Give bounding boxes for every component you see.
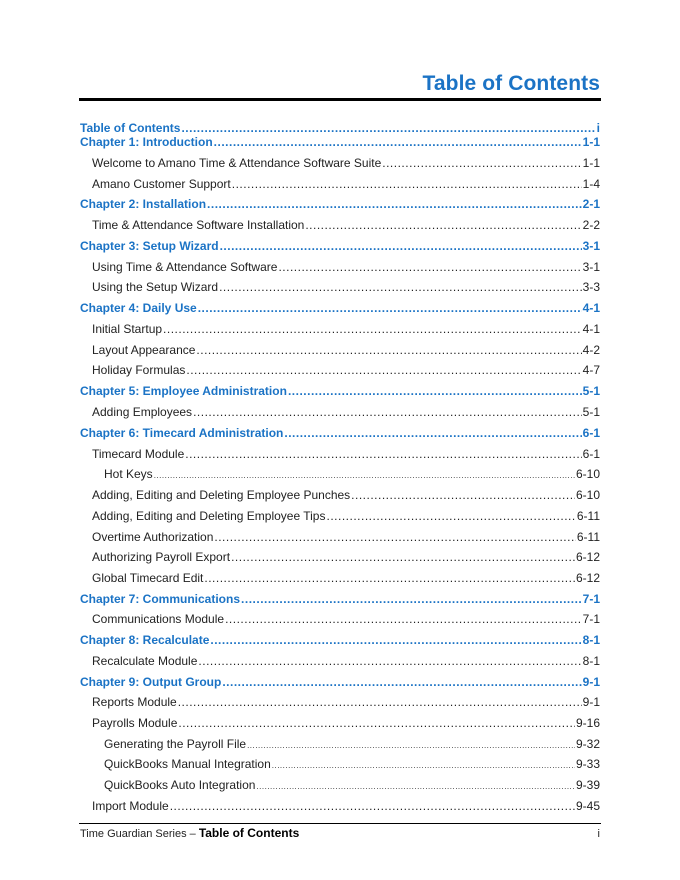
toc-entry[interactable]: [80, 692, 600, 712]
toc-dot-leader: [154, 466, 575, 486]
toc-entry[interactable]: [80, 734, 600, 754]
toc-dot-leader: [219, 277, 582, 297]
toc-dot-leader: [222, 672, 581, 692]
toc-entry-title: Chapter 5: Employee Administration: [80, 384, 287, 398]
toc-entry-page: 8-1: [582, 633, 600, 647]
toc-entry-page: 5-1: [582, 384, 600, 398]
toc-entry[interactable]: [80, 547, 600, 567]
toc-dot-leader: [351, 485, 575, 505]
toc-dot-leader: [272, 756, 575, 776]
toc-entry[interactable]: [80, 754, 600, 774]
toc-entry[interactable]: [80, 257, 600, 277]
toc-entry-title: Adding, Editing and Deleting Employee Punches: [92, 488, 351, 502]
toc-entry-page: 7-1: [582, 592, 600, 606]
toc-dot-leader: [247, 736, 575, 756]
toc-entry-page: 4-1: [582, 301, 600, 315]
toc-entry[interactable]: [80, 568, 600, 588]
toc-dot-leader: [196, 340, 581, 360]
toc-entry[interactable]: [80, 381, 600, 401]
toc-entry-title: Amano Customer Support: [92, 177, 231, 191]
toc-entry-page: 9-32: [575, 737, 600, 751]
toc-entry-title: Chapter 9: Output Group: [80, 675, 222, 689]
page-title: Table of Contents: [422, 72, 600, 95]
toc-entry-title: Hot Keys: [104, 467, 153, 481]
toc-entry-title: Global Timecard Edit: [92, 571, 204, 585]
toc-entry-title: Payrolls Module: [92, 716, 178, 730]
toc-entry-page: 4-1: [582, 322, 600, 336]
toc-entry[interactable]: [80, 589, 600, 609]
toc-dot-leader: [278, 257, 581, 277]
toc-entry-title: Reports Module: [92, 695, 177, 709]
toc-entry[interactable]: [80, 506, 600, 526]
toc-entry-page: 3-3: [582, 280, 600, 294]
toc-dot-leader: [198, 298, 582, 318]
toc-entry-page: 3-1: [582, 239, 600, 253]
toc-entry[interactable]: [80, 527, 600, 547]
toc-entry[interactable]: [80, 444, 600, 464]
footer-series: Time Guardian Series –: [80, 828, 199, 840]
toc-entry[interactable]: [80, 319, 600, 339]
toc-entry-page: 6-12: [575, 571, 600, 585]
toc-entry-page: 9-1: [582, 695, 600, 709]
toc-entry-page: 9-16: [575, 716, 600, 730]
toc-entry[interactable]: [80, 651, 600, 671]
toc-entry[interactable]: [80, 132, 600, 152]
toc-dot-leader: [326, 506, 575, 526]
toc-dot-leader: [185, 444, 581, 464]
toc-dot-leader: [241, 589, 582, 609]
toc-dot-leader: [382, 153, 581, 173]
toc-entry-page: 1-1: [582, 135, 600, 149]
toc-dot-leader: [225, 609, 582, 629]
toc-entry-title: Welcome to Amano Time & Attendance Software Suite: [92, 156, 382, 170]
toc-dot-leader: [178, 692, 582, 712]
toc-entry-page: 9-45: [575, 799, 600, 813]
toc-entry-title: Chapter 3: Setup Wizard: [80, 239, 219, 253]
toc-entry-page: 8-1: [582, 654, 600, 668]
toc-dot-leader: [256, 777, 575, 797]
toc-entry-page: 6-1: [582, 426, 600, 440]
toc-entry-page: 4-7: [582, 363, 600, 377]
toc-entry-title: Time & Attendance Software Installation: [92, 218, 305, 232]
footer-title: [80, 826, 299, 840]
toc-entry-page: 3-1: [582, 260, 600, 274]
toc-dot-leader: [305, 215, 581, 235]
toc-entry[interactable]: [80, 672, 600, 692]
toc-entry-page: 6-11: [576, 509, 600, 523]
toc-entry[interactable]: [80, 298, 600, 318]
toc-entry-title: Adding, Editing and Deleting Employee Tips: [92, 509, 326, 523]
toc-entry-title: Import Module: [92, 799, 169, 813]
toc-dot-leader: [220, 236, 582, 256]
toc-dot-leader: [210, 630, 581, 650]
toc-entry-title: Authorizing Payroll Export: [92, 550, 231, 564]
toc-entry-page: 9-39: [575, 778, 600, 792]
toc-entry-page: 5-1: [582, 405, 600, 419]
toc-entry-title: QuickBooks Manual Integration: [104, 757, 271, 771]
toc-entry[interactable]: [80, 485, 600, 505]
toc-entry[interactable]: [80, 402, 600, 422]
toc-entry-page: 2-2: [582, 218, 600, 232]
toc-entry-page: 7-1: [582, 612, 600, 626]
toc-entry-title: Communications Module: [92, 612, 225, 626]
toc-entry[interactable]: [80, 153, 600, 173]
toc-entry-title: Chapter 1: Introduction: [80, 135, 213, 149]
toc-entry[interactable]: [80, 423, 600, 443]
toc-entry[interactable]: [80, 609, 600, 629]
toc-entry-page: 4-2: [582, 343, 600, 357]
toc-entry[interactable]: [80, 360, 600, 380]
toc-entry-title: Adding Employees: [92, 405, 193, 419]
toc-entry-page: 1-4: [582, 177, 600, 191]
toc-dot-leader: [178, 713, 575, 733]
toc-entry-title: Table of Contents: [80, 121, 181, 135]
toc-entry-title: QuickBooks Auto Integration: [104, 778, 256, 792]
page-footer: [80, 826, 600, 840]
toc-entry[interactable]: [80, 236, 600, 256]
toc-dot-leader: [193, 402, 582, 422]
toc-entry-title: Initial Startup: [92, 322, 163, 336]
title-rule: [79, 98, 601, 101]
toc-dot-leader: [186, 360, 581, 380]
toc-entry-page: 6-10: [575, 467, 600, 481]
toc-entry[interactable]: [80, 464, 600, 484]
toc-entry-page: i: [596, 121, 600, 135]
toc-dot-leader: [207, 194, 582, 214]
footer-page-number: i: [597, 828, 600, 840]
toc-entry-page: 6-12: [575, 550, 600, 564]
toc-entry-title: Using the Setup Wizard: [92, 280, 219, 294]
toc-entry-title: Recalculate Module: [92, 654, 198, 668]
toc-entry-title: Chapter 7: Communications: [80, 592, 241, 606]
toc-entry-page: 2-1: [582, 197, 600, 211]
footer-section: Table of Contents: [198, 826, 300, 840]
toc-dot-leader: [214, 132, 582, 152]
toc-entry-title: Timecard Module: [92, 447, 185, 461]
toc-dot-leader: [231, 547, 575, 567]
toc-entry-page: 1-1: [582, 156, 600, 170]
toc-dot-leader: [163, 319, 582, 339]
toc-entry[interactable]: [80, 713, 600, 733]
toc-entry-page: 6-11: [576, 530, 600, 544]
toc-entry[interactable]: [80, 796, 600, 816]
toc-dot-leader: [170, 796, 575, 816]
toc-entry[interactable]: [80, 174, 600, 194]
toc-entry-title: Generating the Payroll File: [104, 737, 247, 751]
toc-entry-title: Using Time & Attendance Software: [92, 260, 278, 274]
toc-dot-leader: [232, 174, 582, 194]
toc-entry-title: Chapter 8: Recalculate: [80, 633, 210, 647]
toc-entry[interactable]: [80, 775, 600, 795]
toc-entry[interactable]: [80, 630, 600, 650]
toc-entry-title: Overtime Authorization: [92, 530, 214, 544]
toc-entry-title: Chapter 2: Installation: [80, 197, 207, 211]
toc-entry-page: 6-1: [582, 447, 600, 461]
toc-entry-title: Chapter 6: Timecard Administration: [80, 426, 284, 440]
toc-entry-page: 6-10: [575, 488, 600, 502]
toc-dot-leader: [204, 568, 575, 588]
toc-entry-page: 9-33: [575, 757, 600, 771]
toc-dot-leader: [198, 651, 581, 671]
toc-entry[interactable]: [80, 215, 600, 235]
toc-dot-leader: [284, 423, 581, 443]
toc-entry[interactable]: [80, 194, 600, 214]
toc-entry[interactable]: [80, 277, 600, 297]
footer-rule: [79, 823, 601, 824]
toc-dot-leader: [288, 381, 582, 401]
toc-entry[interactable]: [80, 340, 600, 360]
toc-dot-leader: [214, 527, 575, 547]
toc-entry-title: Chapter 4: Daily Use: [80, 301, 197, 315]
toc-entry-title: Layout Appearance: [92, 343, 196, 357]
toc-entry-page: 9-1: [582, 675, 600, 689]
toc-entry-title: Holiday Formulas: [92, 363, 186, 377]
